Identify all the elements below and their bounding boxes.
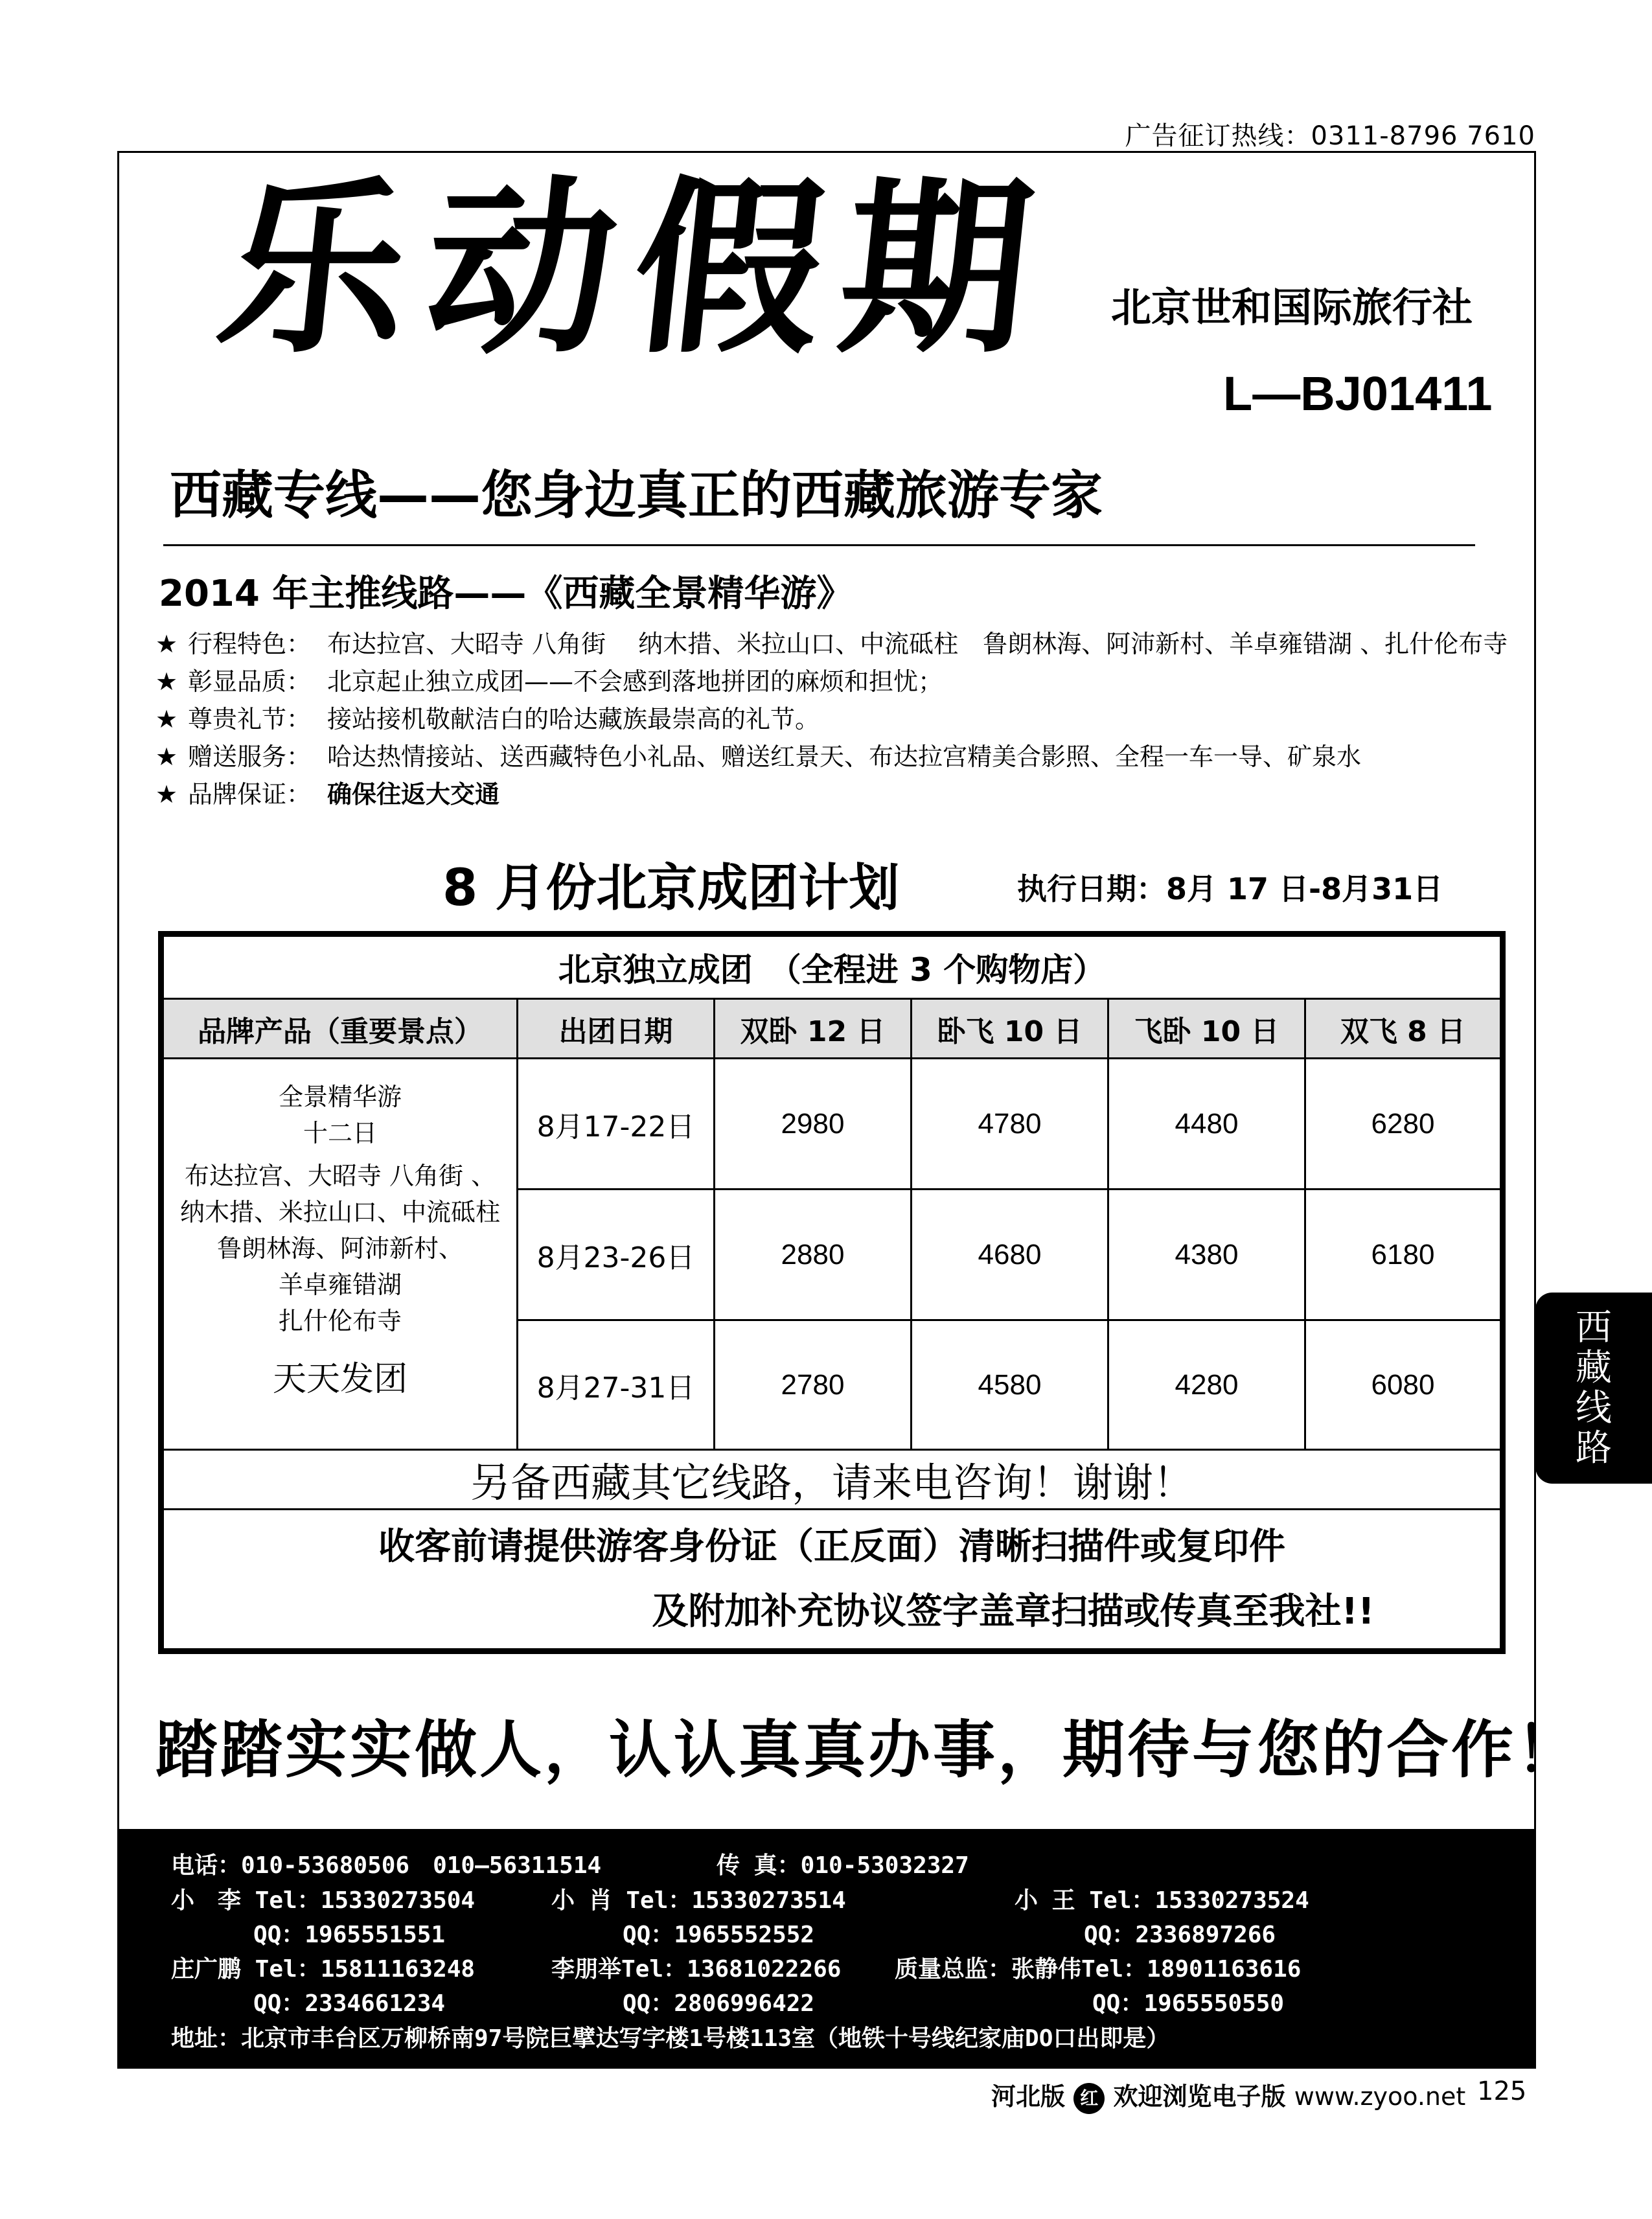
route-title: 2014 年主推线路——《西藏全景精华游》 xyxy=(159,573,853,615)
product-cell: 全景精华游 十二日 布达拉宫、大昭寺 八角街 、 纳木措、米拉山口、中流砥柱 鲁朗林海、阿沛新村、 羊卓雍错湖 扎什伦布寺 天天发团 xyxy=(162,1057,518,1451)
booking-notice: 收客前请提供游客身份证（正反面）清晰扫描件或复印件 及附加补充协议签字盖章扫描或传真至我社!! xyxy=(162,1508,1502,1650)
contact-tel: 庄广鹏 Tel：15811163248 xyxy=(171,1956,476,1983)
contact-qq: QQ：1965550550 xyxy=(1092,1990,1285,2017)
slogan: 西藏专线——您身边真正的西藏旅游专家 xyxy=(170,465,1103,525)
price-cell: 4580 xyxy=(910,1319,1109,1451)
column-header: 双飞 8 日 xyxy=(1304,998,1502,1059)
price-cell: 6280 xyxy=(1304,1057,1502,1190)
departure-date: 8月23-26日 xyxy=(516,1188,715,1321)
agency-name: 北京世和国际旅行社 xyxy=(1111,284,1473,331)
contact-tel: 小 肖 Tel：15330273514 xyxy=(551,1887,846,1914)
feature-item: ★ 彰显品质： 北京起止独立成团——不会感到落地拼团的麻烦和担忧； xyxy=(155,663,1508,700)
column-header: 品牌产品（重要景点） xyxy=(162,998,518,1059)
ad-hotline: 广告征订热线：0311-8796 7610 xyxy=(1125,121,1535,151)
price-cell: 4480 xyxy=(1107,1057,1306,1190)
phone-numbers: 电话：010-53680506 010—56311514 xyxy=(171,1852,602,1879)
contact-tel: 小 李 Tel：15330273504 xyxy=(171,1887,476,1914)
star-icon: ★ xyxy=(155,667,178,696)
company-motto: 踏踏实实做人，认认真真办事，期待与您的合作！ xyxy=(155,1713,1581,1786)
address: 地址：北京市丰台区万柳桥南97号院巨擘达写字楼1号楼113室（地铁十号线纪家庙DO口出即是） xyxy=(171,2025,1170,2052)
contact-qq: QQ：1965552552 xyxy=(623,1922,815,1948)
page-footer xyxy=(991,2076,1465,2114)
price-table xyxy=(158,931,1506,1654)
price-cell: 6080 xyxy=(1304,1319,1502,1451)
column-header: 出团日期 xyxy=(516,998,715,1059)
table-note: 另备西藏其它线路，请来电咨询！谢谢！ xyxy=(162,1449,1502,1510)
price-cell: 4680 xyxy=(910,1188,1109,1321)
site-link[interactable]: www.zyoo.net xyxy=(1294,2082,1466,2111)
execution-date: 执行日期：8月 17 日-8月31日 xyxy=(1017,871,1443,906)
column-header: 飞卧 10 日 xyxy=(1107,998,1306,1059)
contact-qq: QQ：2336897266 xyxy=(1084,1922,1276,1948)
star-icon: ★ xyxy=(155,630,178,658)
price-cell: 4280 xyxy=(1107,1319,1306,1451)
price-cell: 2880 xyxy=(713,1188,912,1321)
column-header: 双卧 12 日 xyxy=(713,998,912,1059)
price-cell: 2980 xyxy=(713,1057,912,1190)
price-cell: 4780 xyxy=(910,1057,1109,1190)
contact-tel: 质量总监：张静伟Tel：18901163616 xyxy=(895,1956,1302,1983)
feature-item: ★ 赠送服务： 哈达热情接站、送西藏特色小礼品、赠送红景天、布达拉宫精美合影照、全程一车一导、矿泉水 xyxy=(155,738,1508,776)
page-number: 125 xyxy=(1477,2076,1527,2106)
group-header: 北京独立成团 （全程进 3 个购物店） xyxy=(162,935,1502,1000)
price-cell: 6180 xyxy=(1304,1188,1502,1321)
feature-item: ★ 行程特色： 布达拉宫、大昭寺 八角街 纳木措、米拉山口、中流砥柱 鲁朗林海、阿沛新村、羊卓雍错湖 、扎什伦布寺 xyxy=(155,625,1508,663)
star-icon: ★ xyxy=(155,780,178,809)
section-tab: 西 藏 线 路 xyxy=(1535,1293,1652,1484)
fax-number: 传 真：010-53032327 xyxy=(717,1852,969,1879)
feature-item: ★ 品牌保证： 确保往返大交通 xyxy=(155,776,1508,813)
column-header: 卧飞 10 日 xyxy=(910,998,1109,1059)
contact-qq: QQ：2806996422 xyxy=(623,1990,815,2017)
feature-item: ★ 尊贵礼节： 接站接机敬献洁白的哈达藏族最崇高的礼节。 xyxy=(155,700,1508,738)
divider xyxy=(163,544,1475,546)
star-icon: ★ xyxy=(155,742,178,771)
welcome-text: 欢迎浏览电子版 xyxy=(1113,2082,1286,2111)
contact-panel xyxy=(117,1829,1536,2069)
star-icon: ★ xyxy=(155,705,178,733)
contact-tel: 李朋举Tel：13681022266 xyxy=(551,1956,842,1983)
price-cell: 4380 xyxy=(1107,1188,1306,1321)
feature-list xyxy=(155,625,1508,813)
departure-date: 8月17-22日 xyxy=(516,1057,715,1190)
contact-tel: 小 王 Tel：15330273524 xyxy=(1015,1887,1309,1914)
hong-badge-icon: 红 xyxy=(1073,2083,1105,2114)
contact-qq: QQ：1965551551 xyxy=(253,1922,446,1948)
license-number: L—BJ01411 xyxy=(1223,367,1493,420)
departure-date: 8月27-31日 xyxy=(516,1319,715,1451)
edition-label: 河北版 xyxy=(991,2082,1066,2111)
price-cell: 2780 xyxy=(713,1319,912,1451)
plan-title: 8 月份北京成团计划 xyxy=(442,859,900,917)
contact-qq: QQ：2334661234 xyxy=(253,1990,446,2017)
brand-title: 乐动假期 xyxy=(209,159,1061,379)
